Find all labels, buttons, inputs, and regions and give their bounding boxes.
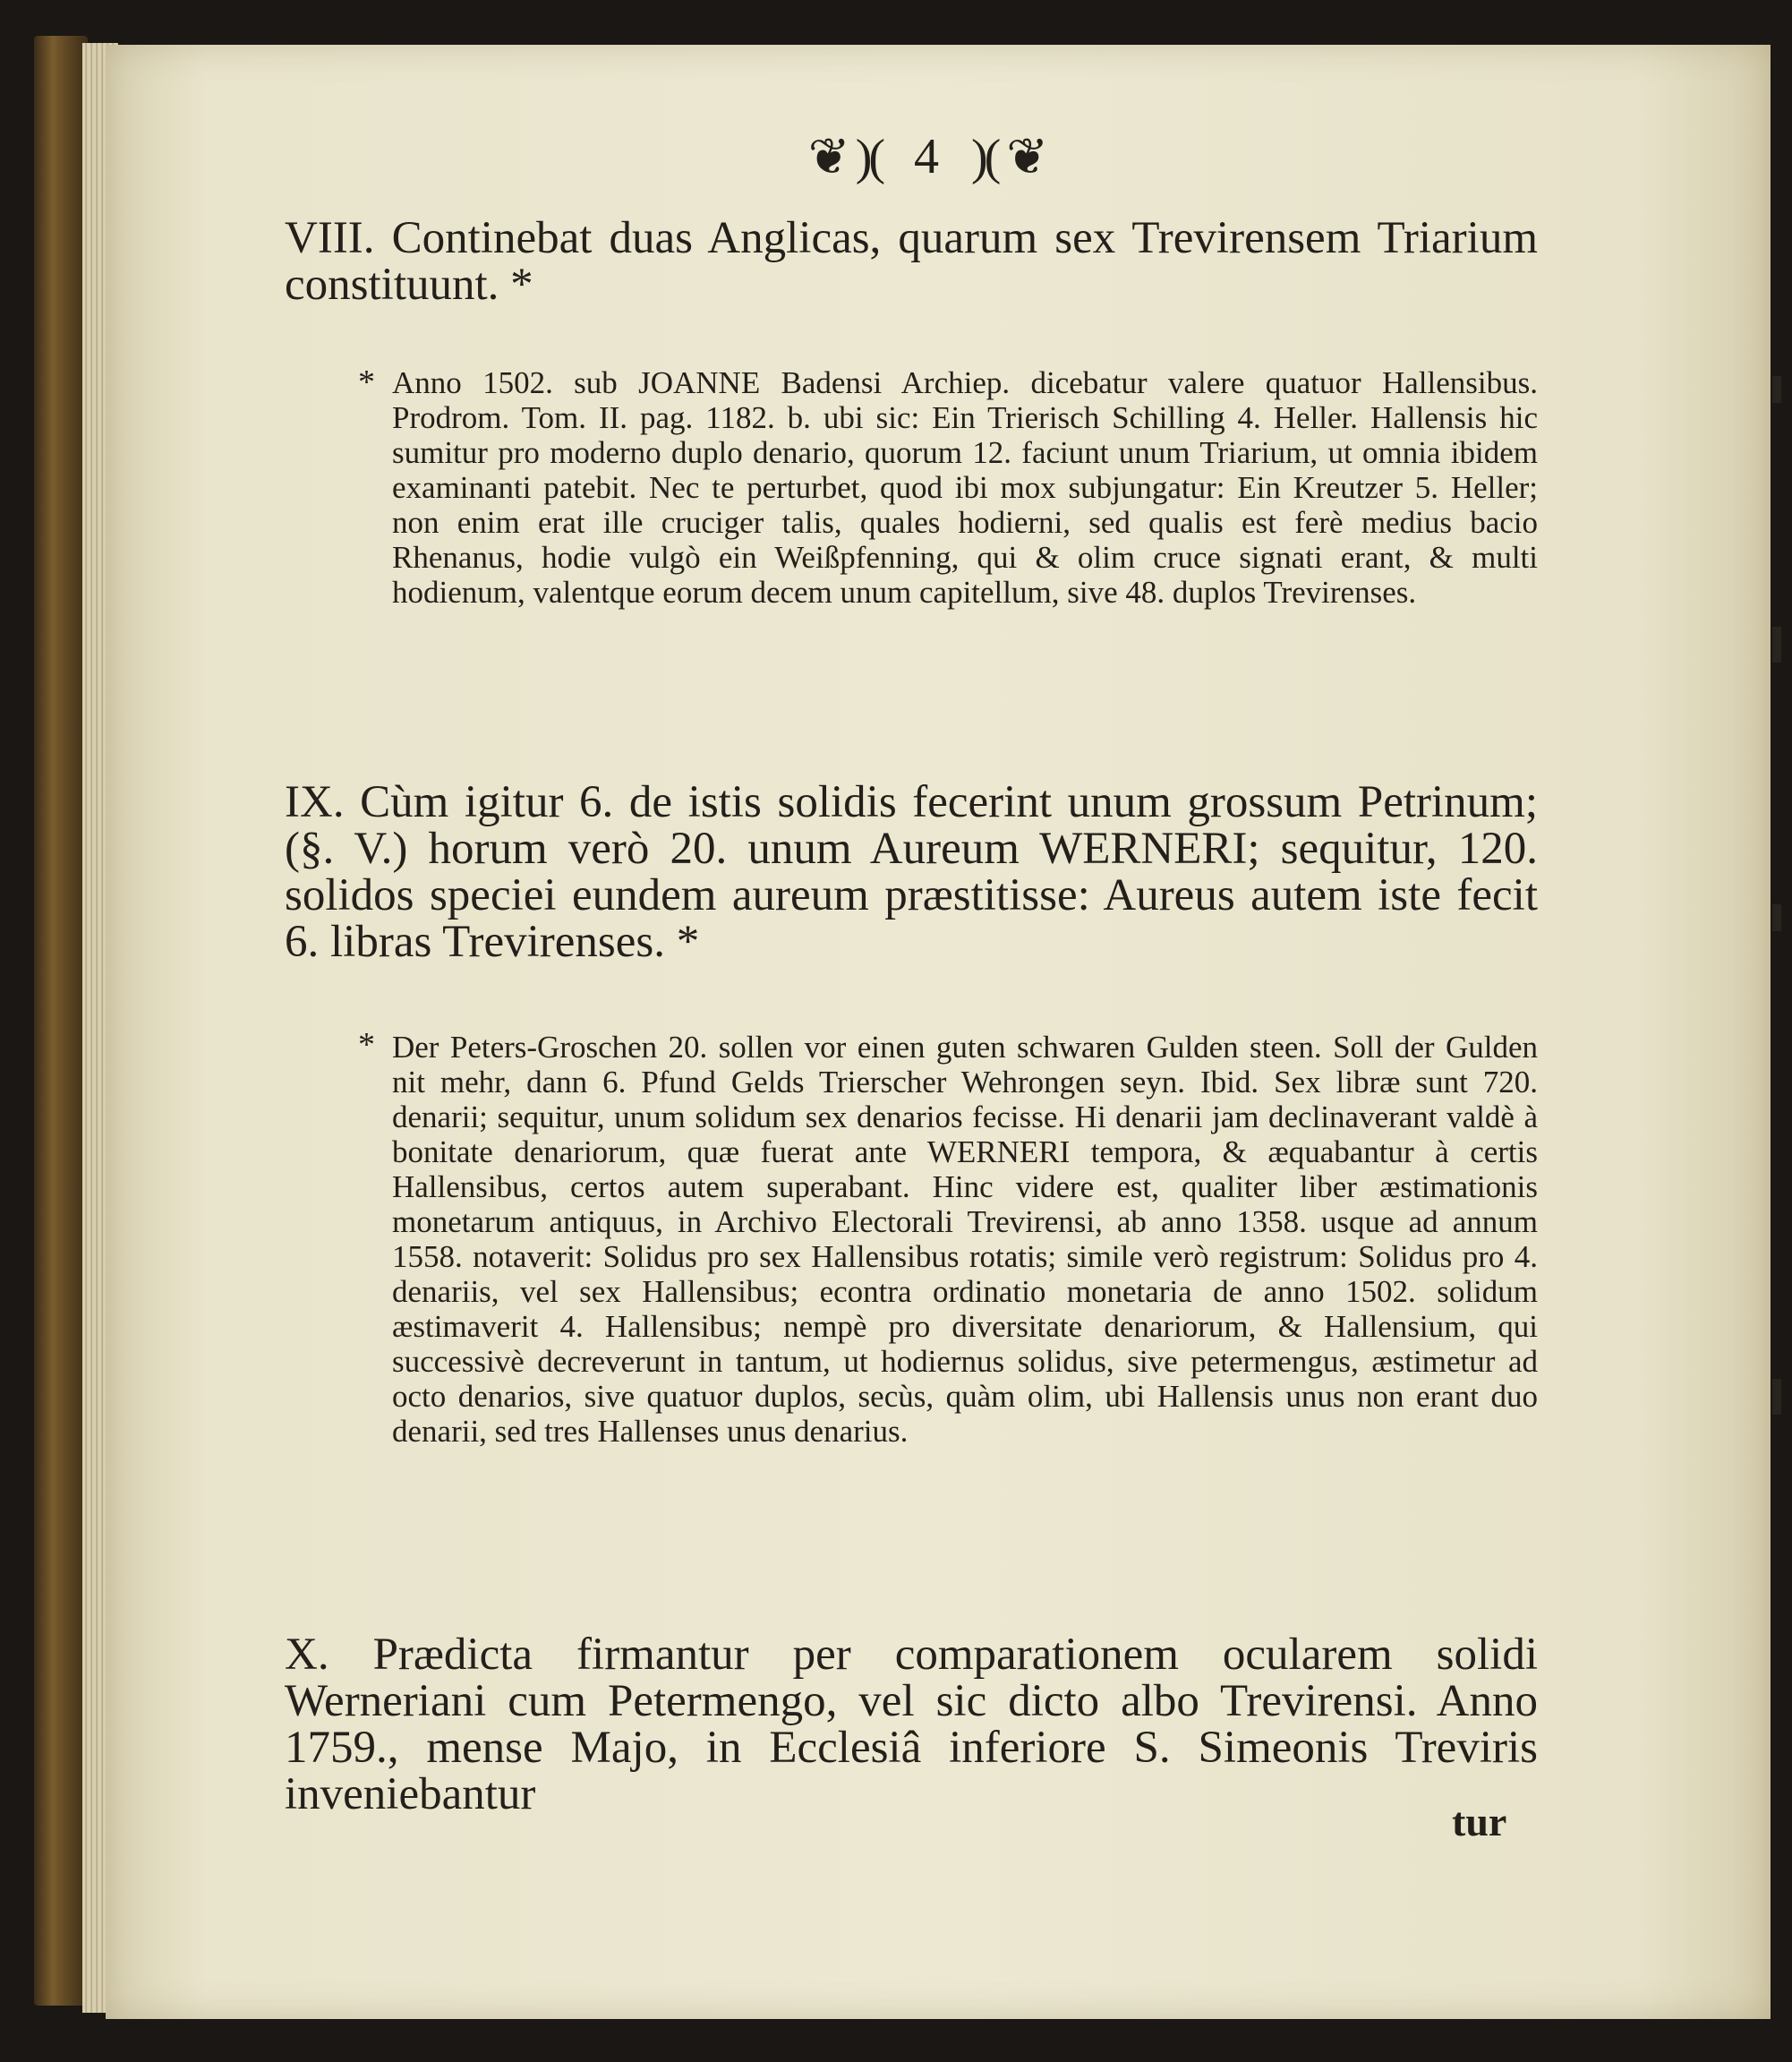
note-viii-star: *	[358, 364, 375, 401]
section-x-text: X. Prædicta firmantur per comparationem ocularem solidi Werneriani cum Petermengo, vel sic dicto albo Trevirensi. Anno 1759., mense Majo, in Ecclesiâ inferiore S. Simeonis Treviris inveniebantur	[285, 1630, 1538, 1819]
left-ornament: ❦ )(	[807, 129, 882, 185]
edge-mark	[1772, 904, 1781, 931]
section-viii	[285, 215, 1538, 308]
note-ix-star: *	[358, 1026, 375, 1064]
note-ix-text: Der Peters-Groschen 20. sollen vor einen guten schwaren Gulden steen. Soll der Gulden nit mehr, dann 6. Pfund Gelds Trierscher Wehrongen seyn. Ibid. Sex libræ sunt 720. denarii; sequitur, unum solidum sex denarios fecisse. Hi denarii jam declinaverant valdè à bonitate denariorum, quæ fuerat ante WERNERI tempora, & æquabantur à certis Hallensibus, certos autem superabant. Hinc videre est, qualiter liber æstimationis monetarum antiquus, in Archivo Electorali Trevirensi, ab anno 1358. usque ad annum 1558. notaverit: Solidus pro sex Hallensibus rotatis; simile verò registrum: Solidus pro 4. denariis, vel sex Hallensibus; econtra ordinatio monetaria de anno 1502. solidum æstimaverit 4. Hallensibus; nempè pro diversitate denariorum, & Hallensium, qui successivè decreverunt in tantum, ut hodiernus solidus, sive petermengus, æstimetur ad octo denarios, sive quatuor duplos, secùs, quàm olim, ubi Hallensis unus non erant duo denarii, sed tres Hallenses unus denarius.	[392, 1030, 1538, 1449]
catchword: tur	[1452, 1799, 1507, 1844]
section-viii-text: VIII. Continebat duas Anglicas, quarum sex Trevirensem Triarium constituunt. *	[285, 213, 1538, 310]
edge-mark	[1772, 1379, 1781, 1415]
edge-mark	[1772, 627, 1781, 663]
page-header	[716, 130, 1137, 184]
page-number: 4	[914, 129, 939, 184]
note-viii	[392, 365, 1538, 610]
note-ix	[392, 1030, 1538, 1449]
note-viii-text: Anno 1502. sub JOANNE Badensi Archiep. dicebatur valere quatuor Hallensibus. Prodrom. Tom. II. pag. 1182. b. ubi sic: Ein Trierisch Schilling 4. Heller. Hallensis hic sumitur pro moderno duplo denario, quorum 12. faciunt unum Triarium, ut omnia ibidem examinanti patebit. Nec te perturbet, quod ibi mox subjungatur: Ein Kreutzer 5. Heller; non enim erat ille cruciger talis, quales hodierni, sed qualis est ferè medius bacio Rhenanus, hodie vulgò ein Weißpfenning, qui & olim cruce signati erant, & multi hodienum, valentque eorum decem unum capitellum, sive 48. duplos Trevirenses.	[392, 365, 1538, 610]
edge-mark	[1772, 376, 1781, 403]
right-ornament: )( ❦	[971, 129, 1045, 185]
book-spine	[34, 36, 88, 2006]
section-ix-text: IX. Cùm igitur 6. de istis solidis fecerint unum grossum Petrinum; (§. V.) horum verò 20. unum Aureum WERNERI; sequitur, 120. solidos speciei eundem aureum præstitisse: Aureus autem iste fecit 6. libras Trevirenses. *	[285, 777, 1538, 967]
section-ix	[285, 779, 1538, 965]
section-x	[285, 1631, 1538, 1818]
